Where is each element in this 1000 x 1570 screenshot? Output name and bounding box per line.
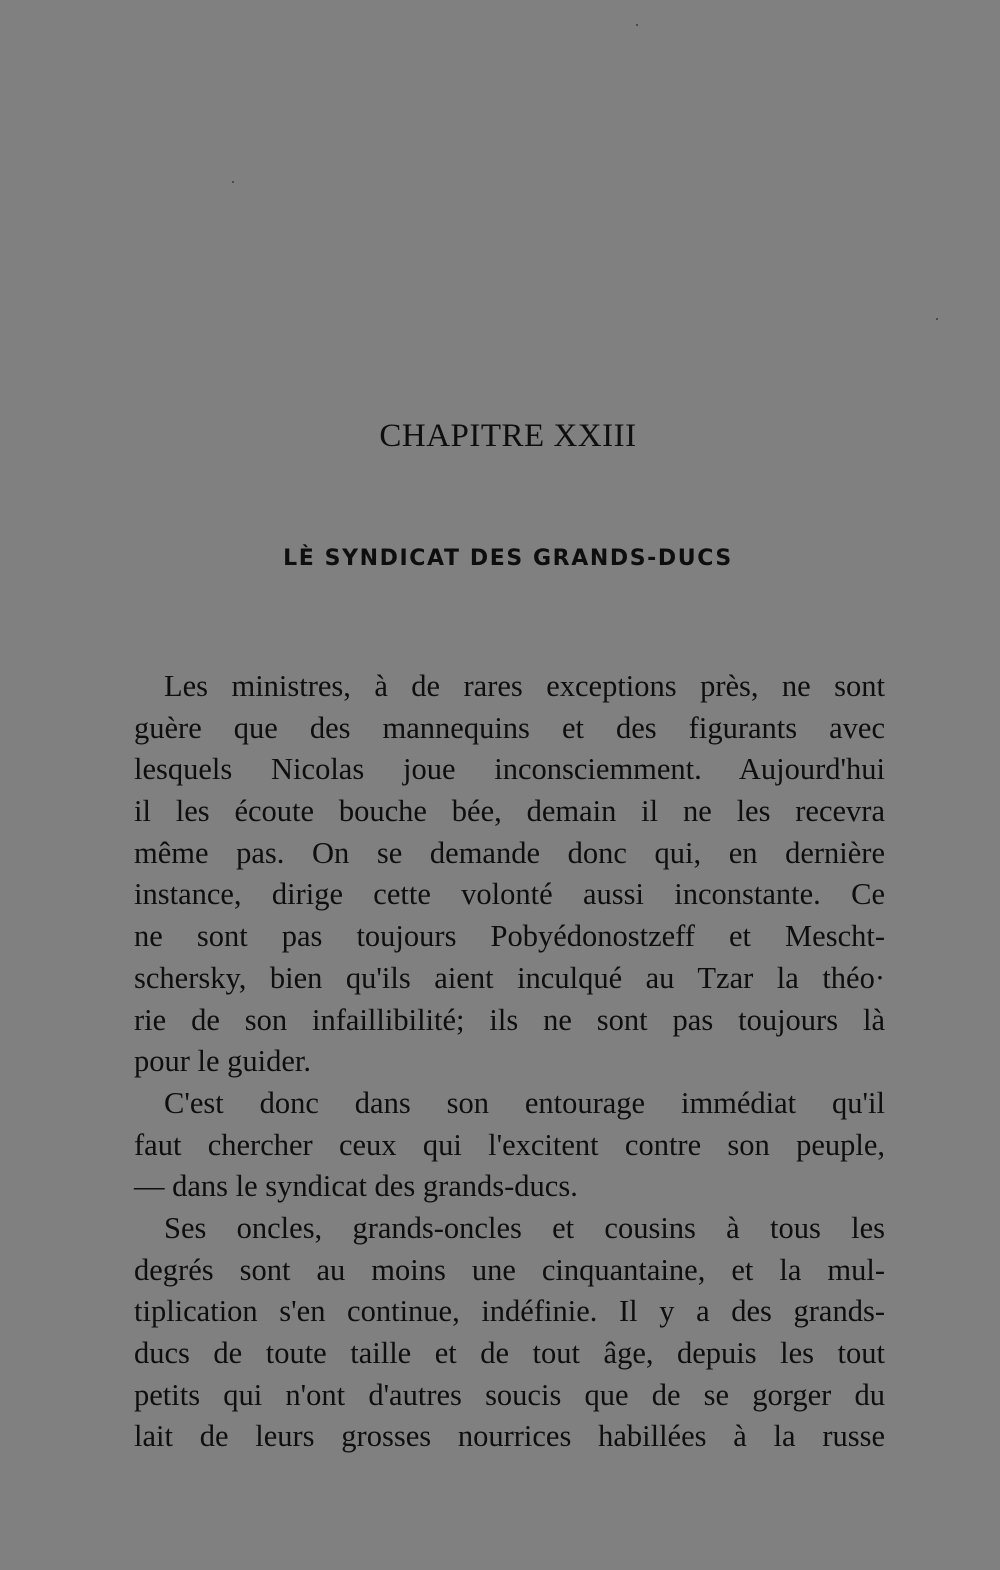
text-line: petits qui n'ont d'autres soucis que de se gorger du [134,1377,885,1412]
text-line: tiplication s'en continue, indéfinie. Il y a des grands- [134,1294,885,1329]
body-text [134,666,885,1458]
text-line: degrés sont au moins une cinquantaine, et la mul- [134,1252,885,1287]
text-line: instance, dirige cette volonté aussi inconstante. Ce [134,877,885,912]
text-line: guère que des mannequins et des figurants avec [134,710,885,745]
text-line: pour le guider. [134,1044,312,1079]
text-line: il les écoute bouche bée, demain il ne les recevra [134,794,885,829]
chapter-subtitle: LÈ SYNDICAT DES GRANDS-DUCS [283,546,733,571]
text-line: — dans le syndicat des grands-ducs. [134,1169,578,1204]
text-line: Les ministres, à de rares exceptions près, ne sont [164,669,885,703]
text-line: C'est donc dans son entourage immédiat qu'il [164,1085,885,1120]
text-line: même pas. On se demande donc qui, en dernière [134,835,885,870]
text-line: faut chercher ceux qui l'excitent contre son peuple, [134,1127,885,1162]
text-line: Ses oncles, grands-oncles et cousins à tous les [164,1210,885,1245]
text-line: rie de son infaillibilité; ils ne sont pas toujours là [134,1002,885,1037]
print-speck [936,318,938,320]
text-line: schersky, bien qu'ils aient inculqué au Tzar la théo· [134,960,885,995]
text-line: ducs de toute taille et de tout âge, depuis les tout [134,1336,885,1370]
text-line: ne sont pas toujours Pobyédonostzeff et Mescht- [134,919,885,954]
text-line: lesquels Nicolas joue inconsciemment. Aujourd'hui [134,752,885,787]
chapter-title: CHAPITRE XXIII [379,418,637,454]
text-line: lait de leurs grosses nourrices habillées à la russe [134,1419,885,1454]
print-speck [232,181,234,183]
print-speck [636,24,638,26]
